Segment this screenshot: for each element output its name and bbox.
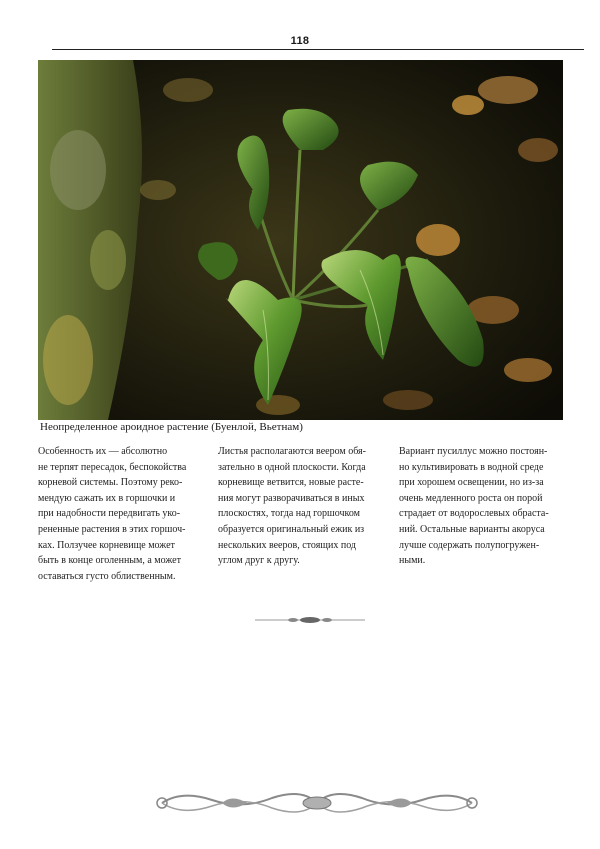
text-column-2: Листья располагаются веером обя- зательно в одной плоскости. Когда корневище ветвится, новые расте- ния могут разворачиваться в иных плоскостях, тогда над горшочком образуется оригинальный ежик из нескольких вееров, стоящих под углом друг к другу. bbox=[218, 446, 366, 567]
text-column-3: Вариант пусиллус можно постоян- но культивировать в водной среде при хорошем освещении, но из-за очень медленного роста он порой страдает от водорослевых обраста- ний. Остальные варианты акоруса лучше содержать полупогружен- ными. bbox=[399, 446, 549, 567]
section-divider-ornament bbox=[255, 612, 365, 628]
plant-photo bbox=[38, 60, 563, 420]
header-rule bbox=[52, 49, 584, 50]
text-column-1: Особенность их — абсолютно не терпят пересадок, беспокойства корневой системы. Поэтому реко- мендую сажать их в горшочки и при надобности передвигать уко- рененные растения в этих горшоч- ках. Ползучее корневище может быть в конце оголенным, а может оставаться густо облиственным. bbox=[38, 446, 187, 582]
page-number: 118 bbox=[290, 35, 310, 47]
footer-ornament bbox=[152, 786, 482, 820]
photo-caption: Неопределенное ароидное растение (Буенлой, Вьетнам) bbox=[40, 421, 303, 433]
